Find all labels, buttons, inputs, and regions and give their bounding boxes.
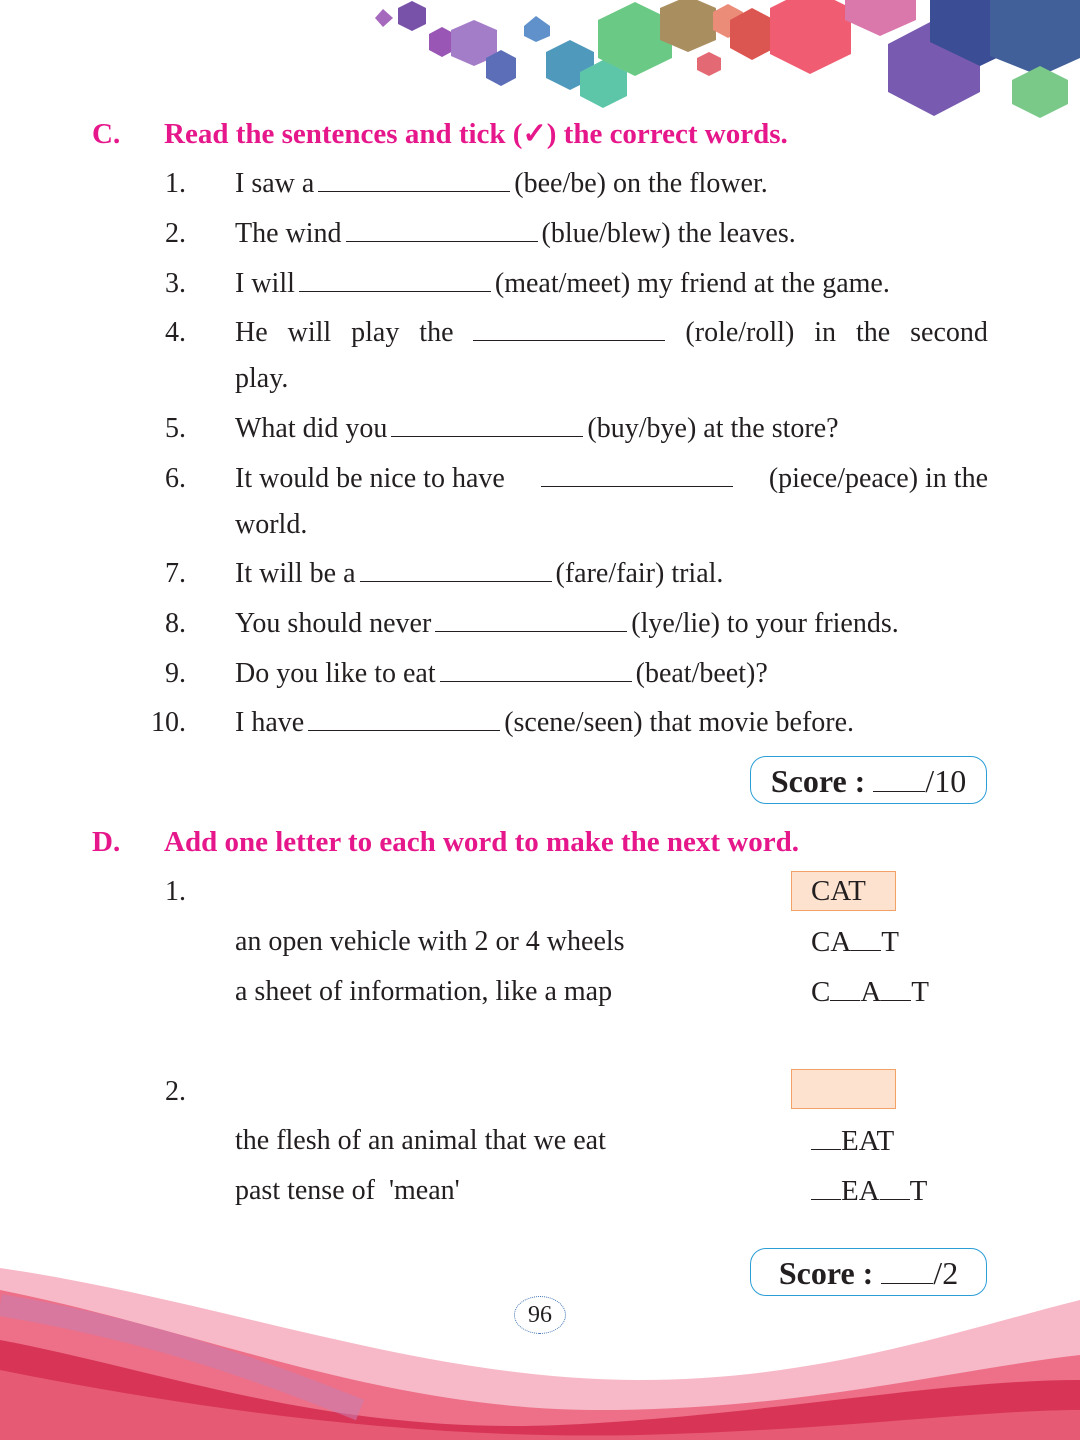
score-total: /10 (925, 763, 967, 799)
letter-blank[interactable] (881, 973, 911, 1001)
pattern-part: T (881, 926, 900, 958)
section-d-title: Add one letter to each word to make the next word. (164, 826, 799, 858)
c-item-4-line1 (235, 313, 988, 353)
word: the (419, 317, 454, 348)
sentence-end: (scene/seen) that movie before. (504, 707, 855, 738)
sentence-start: What did you (235, 413, 388, 444)
answer-blank[interactable] (308, 703, 500, 731)
page-number: 96 (514, 1296, 566, 1334)
start-word-box: CAT (791, 871, 896, 911)
item-number: 1. (165, 168, 186, 199)
sentence-end: (blue/blew) the leaves. (541, 218, 796, 249)
answer-blank[interactable] (473, 313, 665, 341)
item-number: 9. (165, 658, 186, 689)
pattern-part: CA (811, 926, 852, 958)
sentence-end: (bee/be) on the flower. (514, 168, 768, 199)
sentence-start: I will (235, 268, 295, 299)
word: He (235, 317, 268, 348)
sentence-start: The wind (235, 218, 342, 249)
section-c-title: Read the sentences and tick (✓) the correct words. (164, 118, 788, 150)
c-item-6-line1 (235, 459, 988, 499)
letter-blank[interactable] (880, 1172, 910, 1200)
section-d-letter: D. (92, 826, 121, 858)
answer-blank[interactable] (391, 409, 583, 437)
word-pattern (811, 1121, 894, 1161)
word: will (287, 317, 332, 348)
sentence-end: (fare/fair) trial. (555, 558, 724, 589)
sentence-end: (piece/peace) in the (768, 463, 988, 494)
item-number: 6. (165, 463, 186, 494)
word: the (855, 317, 891, 348)
word: play (351, 317, 400, 348)
pattern-part: T (911, 976, 930, 1008)
sentence-end: (beat/beet)? (635, 658, 768, 689)
item-number: 2. (165, 1076, 186, 1107)
section-d-score-box (750, 1248, 987, 1296)
clue-text: the flesh of an animal that we eat (235, 1125, 606, 1156)
clue-text: an open vehicle with 2 or 4 wheels (235, 926, 625, 957)
answer-blank[interactable] (299, 264, 491, 292)
letter-blank[interactable] (851, 923, 881, 951)
score-blank[interactable] (873, 761, 925, 792)
item-number: 2. (165, 218, 186, 249)
answer-blank[interactable] (440, 654, 632, 682)
section-c-letter: C. (92, 118, 121, 150)
clue-text: past tense of 'mean' (235, 1175, 460, 1206)
sentence-start: You should never (235, 608, 432, 639)
sentence-start: I saw a (235, 168, 315, 199)
item-number: 4. (165, 317, 186, 348)
section-c-score-box (750, 756, 987, 804)
pattern-part: T (909, 1175, 928, 1207)
word-pattern (811, 1171, 927, 1211)
word: second (910, 317, 988, 348)
letter-blank[interactable] (811, 1122, 841, 1150)
clue-text: a sheet of information, like a map (235, 976, 613, 1007)
sentence-start: It would be nice to have (235, 463, 505, 494)
start-word-box[interactable] (791, 1069, 896, 1109)
letter-blank[interactable] (830, 973, 860, 1001)
sentence-end: (buy/bye) at the store? (587, 413, 839, 444)
sentence-end: (meat/meet) my friend at the game. (494, 268, 890, 299)
pattern-part: EAT (841, 1125, 895, 1157)
pattern-part: C (811, 976, 831, 1008)
hexagon-decoration (0, 0, 1080, 130)
score-label: Score : (778, 1255, 874, 1291)
answer-blank[interactable] (360, 554, 552, 582)
answer-blank[interactable] (435, 604, 627, 632)
item-number: 3. (165, 268, 186, 299)
word: (role/roll) (685, 317, 795, 348)
sentence-continuation: world. (235, 509, 308, 540)
letter-blank[interactable] (811, 1172, 841, 1200)
word-pattern (811, 972, 929, 1012)
score-blank[interactable] (881, 1253, 933, 1284)
item-number: 8. (165, 608, 186, 639)
item-number: 5. (165, 413, 186, 444)
word: in (814, 317, 836, 348)
pattern-part: EA (841, 1175, 880, 1207)
sentence-end: (lye/lie) to your friends. (631, 608, 899, 639)
score-total: /2 (933, 1255, 959, 1291)
answer-blank[interactable] (541, 459, 733, 487)
answer-blank[interactable] (346, 214, 538, 242)
pattern-part: A (860, 976, 882, 1008)
answer-blank[interactable] (318, 164, 510, 192)
item-number: 1. (165, 876, 186, 907)
sentence-start: It will be a (235, 558, 356, 589)
sentence-continuation: play. (235, 363, 289, 394)
sentence-start: Do you like to eat (235, 658, 436, 689)
item-number: 7. (165, 558, 186, 589)
sentence-start: I have (235, 707, 305, 738)
score-label: Score : (770, 763, 866, 799)
word-pattern (811, 922, 899, 962)
item-number: 10. (151, 707, 186, 738)
